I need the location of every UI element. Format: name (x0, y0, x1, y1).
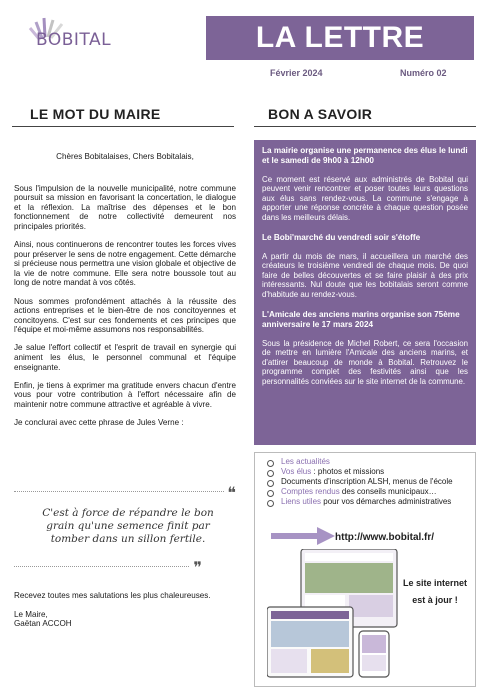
info-panel (254, 140, 476, 445)
list-item (263, 477, 467, 487)
newsletter-title: LA LETTRE (206, 16, 474, 60)
website-url[interactable]: http://www.bobital.fr/ (335, 532, 435, 543)
closing-line: Recevez toutes mes salutations les plus chaleureuses. (14, 591, 211, 600)
info-item-title: La mairie organise une permanence des élus le lundi et le samedi de 9h00 à 12h00 (262, 146, 468, 165)
letter-paragraph: Ainsi, nous continuerons de rencontrer toutes les forces vives pour préserver le sens de notre engagement. Cette démarche si précieuse nous permettra une vision globale et objective de la vie de notre commune. Elle sera notre boussole tout au long de notre mandat à vos côtés. (14, 240, 236, 288)
arrow-icon (271, 525, 335, 547)
link-minutes[interactable]: Comptes rendus (281, 487, 340, 496)
quote-divider (14, 566, 189, 567)
quote-open-icon: ❝ (227, 483, 236, 502)
website-panel (254, 452, 476, 687)
website-links-list (263, 457, 467, 507)
list-item (263, 457, 467, 467)
logo-text: BOBITAL (36, 30, 112, 50)
letter-paragraph: Enfin, je tiens à exprimer ma gratitude envers chacun d'entre vous pour votre contribution à l'effort nécessaire afin de maintenir notre commune attractive et agréable à vivre. (14, 380, 236, 409)
mayor-heading: LE MOT DU MAIRE (30, 106, 161, 122)
info-item-body: Sous la présidence de Michel Robert, ce sera l'occasion de mettre en lumière l'Amicale des anciens marins, et d'attirer beaucoup de monde à Bobital. Retrouvez le programme complet des festivités ainsi que les personnalités conviées sur le site internet de la commune. (262, 339, 468, 386)
link-elected[interactable]: Vos élus (281, 467, 312, 476)
mayor-letter (14, 150, 236, 436)
list-item: Liens utiles pour vos démarches administratives (263, 497, 467, 507)
info-item-title: Le Bobi'marché du vendredi soir s'étoffe (262, 233, 421, 243)
signature-title: Le Maire, (14, 609, 48, 619)
link-documents[interactable]: Documents d'inscription ALSH, menus de l'école (281, 477, 453, 486)
list-item: Vos élus : photos et missions (263, 467, 467, 477)
website-screenshots (267, 549, 399, 683)
letter-paragraph: Je conclurai avec cette phrase de Jules Verne : (14, 417, 184, 427)
link-useful[interactable]: Liens utiles (281, 497, 322, 506)
info-heading: BON A SAVOIR (268, 106, 373, 122)
jules-verne-quote (14, 483, 236, 577)
letter-paragraph: Nous sommes profondément attachés à la réussite des actions entreprises et le bien-être de nos concitoyennes et concitoyens. C'est sur ces fondements et ces principes que l'équipe et moi-même assumons nos responsabilités. (14, 296, 236, 335)
info-heading-rule (254, 126, 476, 127)
link-news[interactable]: Les actualités (281, 457, 330, 466)
letter-paragraph: Je salue l'effort collectif et l'esprit de travail en synergie qui animent les élus, le personnel communal et l'équipe enseignante. (14, 343, 236, 372)
issue-date: Février 2024 (270, 68, 323, 78)
list-item: Comptes rendus des conseils municipaux… (263, 487, 467, 497)
quote-divider (14, 491, 224, 492)
greeting: Chères Bobitalaises, Chers Bobitalais, (56, 152, 194, 161)
mayor-heading-rule (12, 126, 234, 127)
info-item-body: A partir du mois de mars, il accueillera un marché des créateurs le troisième vendredi de chaque mois. De quoi faire de belles découvertes et se faire plaisir à des prix intéressants. Nul doute que les bobitalais seront comme d'habitude au rendez-vous. (262, 252, 468, 299)
signature-block (14, 591, 236, 629)
info-item-body: Ce moment est réservé aux administrés de Bobital qui peuvent venir rencontrer et poser toutes leurs questions aux élus sans rendez-vous. La commune s'engage à apporter une réponse concrète à chaque question posée dans les meilleurs délais. (262, 175, 468, 222)
website-updated-note: Le site internet est à jour ! (403, 578, 468, 605)
info-item-title: L'Amicale des anciens marins organise son 75ème anniversaire le 17 mars 2024 (262, 310, 460, 330)
quote-text: C'est à force de répandre le bon grain qu'une semence finit par tomber dans un sillon fertile. (42, 507, 214, 545)
signature-name: Gaëtan ACCOH (14, 619, 72, 629)
quote-close-icon: ❞ (193, 558, 202, 577)
issue-number: Numéro 02 (400, 68, 447, 78)
letter-paragraph: Sous l'impulsion de la nouvelle municipalité, notre commune poursuit sa mission en favorisant la concertation, le dialogue et la réflexion. La maîtrise des dépenses et le bon fonctionnement de notre collectivité demeurent nos principales priorités. (14, 183, 236, 231)
